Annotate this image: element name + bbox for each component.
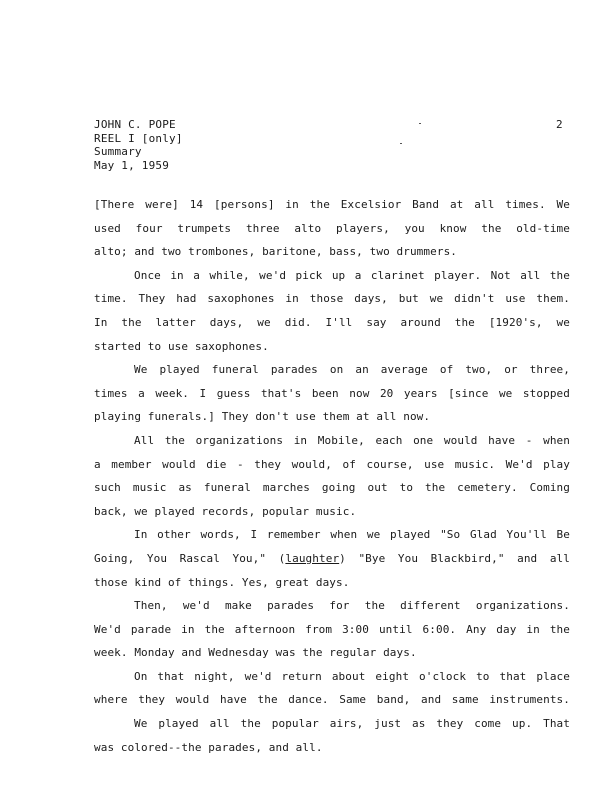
transcript-line: Once in a while, we'd pick up a clarinet player. Not all the [134, 268, 570, 282]
transcript-line: We played all the popular airs, just as they come up. That [134, 717, 570, 731]
transcript-line: those kind of things. Yes, great days. [94, 575, 350, 589]
scan-speck [400, 143, 402, 144]
interviewee-name: JOHN C. POPE [94, 118, 176, 131]
document-header [94, 118, 183, 172]
transcript-line: playing funerals.] They don't use them at all now. [94, 410, 431, 424]
transcript-line: We'd parade in the afternoon from 3:00 until 6:00. Any day in the [94, 622, 570, 636]
transcript-line: alto; and two trombones, baritone, bass, two drummers. [94, 245, 458, 259]
underlined-word: laughter [285, 551, 340, 565]
transcript-line: started to use saxophones. [94, 339, 269, 353]
transcript-body [94, 198, 570, 764]
transcript-line: In the latter days, we did. I'll say around the [1920's, we [94, 315, 570, 329]
line-text-after: ) "Bye You Blackbird," and all [339, 551, 570, 565]
transcript-line: week. Monday and Wednesday was the regular days. [94, 646, 417, 660]
transcript-line: was colored--the parades, and all. [94, 740, 323, 754]
transcript-line: [There were] 14 [persons] in the Excelsior Band at all times. We [94, 198, 570, 211]
transcript-line: where they would have the dance. Same band, and same instruments. [94, 693, 570, 707]
transcript-line: Then, we'd make parades for the different organizations. [134, 599, 570, 613]
transcript-line: times a week. I guess that's been now 20 years [since we stopped [94, 386, 570, 400]
transcript-line: In other words, I remember when we played "So Glad You'll Be [134, 528, 570, 542]
transcript-line: used four trumpets three alto players, you know the old-time [94, 221, 570, 235]
document-type: Summary [94, 145, 142, 158]
line-text-before: Going, You Rascal You," ( [94, 551, 286, 565]
reel-label: REEL I [only] [94, 131, 183, 145]
page-number: 2 [556, 118, 563, 131]
scan-speck [419, 123, 421, 124]
transcript-line: a member would die - they would, of course, use music. We'd play [94, 457, 570, 471]
transcript-line: We played funeral parades on an average of two, or three, [134, 363, 570, 377]
transcript-line: such music as funeral marches going out to the cemetery. Coming [94, 481, 570, 495]
transcript-line: time. They had saxophones in those days, but we didn't use them. [94, 292, 570, 306]
interview-date: May 1, 1959 [94, 158, 170, 172]
transcript-line: All the organizations in Mobile, each one would have - when [134, 433, 570, 447]
transcript-line: On that night, we'd return about eight o'clock to that place [134, 669, 570, 683]
transcript-line [94, 552, 570, 576]
transcript-line: back, we played records, popular music. [94, 504, 357, 518]
